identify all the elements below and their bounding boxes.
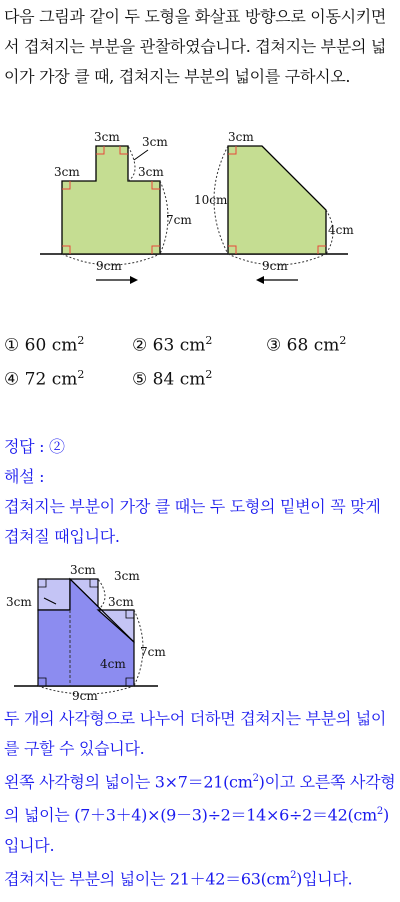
answer-line1: 겹쳐지는 부분이 가장 클 때는 두 도형의 밑변이 꼭 맞게 겹쳐질 때입니다. [4, 497, 381, 546]
explanation-section [4, 704, 396, 894]
label2-top: 3cm [70, 563, 96, 577]
answer-section [4, 432, 396, 552]
answer-label: 정답 : ② [4, 437, 65, 456]
option-4[interactable]: ④ 72 $cm^2$ [4, 368, 85, 390]
option-3[interactable]: ③ 68 $cm^2$ [266, 334, 347, 356]
label2-left: 3cm [6, 595, 32, 609]
label-right-height: 10cm [194, 193, 228, 207]
label2-notch-h: 3cm [108, 595, 134, 609]
label-left-notch-w: 3cm [142, 135, 168, 149]
label-left-top: 3cm [94, 130, 120, 144]
right-shape [228, 146, 326, 254]
label-left-notch-h: 3cm [138, 165, 164, 179]
left-shape [62, 146, 160, 254]
explanation-p2: 왼쪽 사각형의 넓이는 $3\times 7=21(cm^2)$이고 오른쪽 사각형의 넓이는 $(7+3+4)\times(9-3)\div 2=14\times 6\div 2=42(cm^2)$입니다. [4, 772, 396, 855]
option-1[interactable]: ① 60 $cm^2$ [4, 334, 85, 356]
label2-inner: 4cm [100, 657, 126, 671]
explanation-p1: 두 개의 사각형으로 나누어 더하면 겹쳐지는 부분의 넓이를 구할 수 있습니다. [4, 709, 387, 758]
label-right-side: 4cm [328, 223, 354, 237]
problem-figure [30, 124, 380, 294]
option-2[interactable]: ② 63 $cm^2$ [132, 334, 213, 356]
label-left-height: 7cm [166, 213, 192, 227]
label2-base: 9cm [72, 689, 98, 702]
solution-figure [0, 552, 180, 702]
option-5[interactable]: ⑤ 84 $cm^2$ [132, 368, 213, 390]
explanation-label: 해설 : [4, 467, 45, 486]
question-text: 다음 그림과 같이 두 도형을 화살표 방향으로 이동시키면서 겹쳐지는 부분을 관찰하였습니다. 겹쳐지는 부분의 넓이가 가장 클 때, 겹쳐지는 부분의 넓이를 구하시오. [4, 7, 387, 86]
answer-options [4, 334, 396, 402]
label-right-top: 3cm [228, 130, 254, 144]
label-left-base: 9cm [96, 259, 122, 273]
label-right-base: 9cm [262, 259, 288, 273]
label-left-step: 3cm [54, 165, 80, 179]
label2-right: 7cm [140, 645, 166, 659]
explanation-p3: 겹쳐지는 부분의 넓이는 $21+42=63(cm^2)$입니다. [4, 868, 353, 888]
label2-notch-w: 3cm [114, 569, 140, 583]
